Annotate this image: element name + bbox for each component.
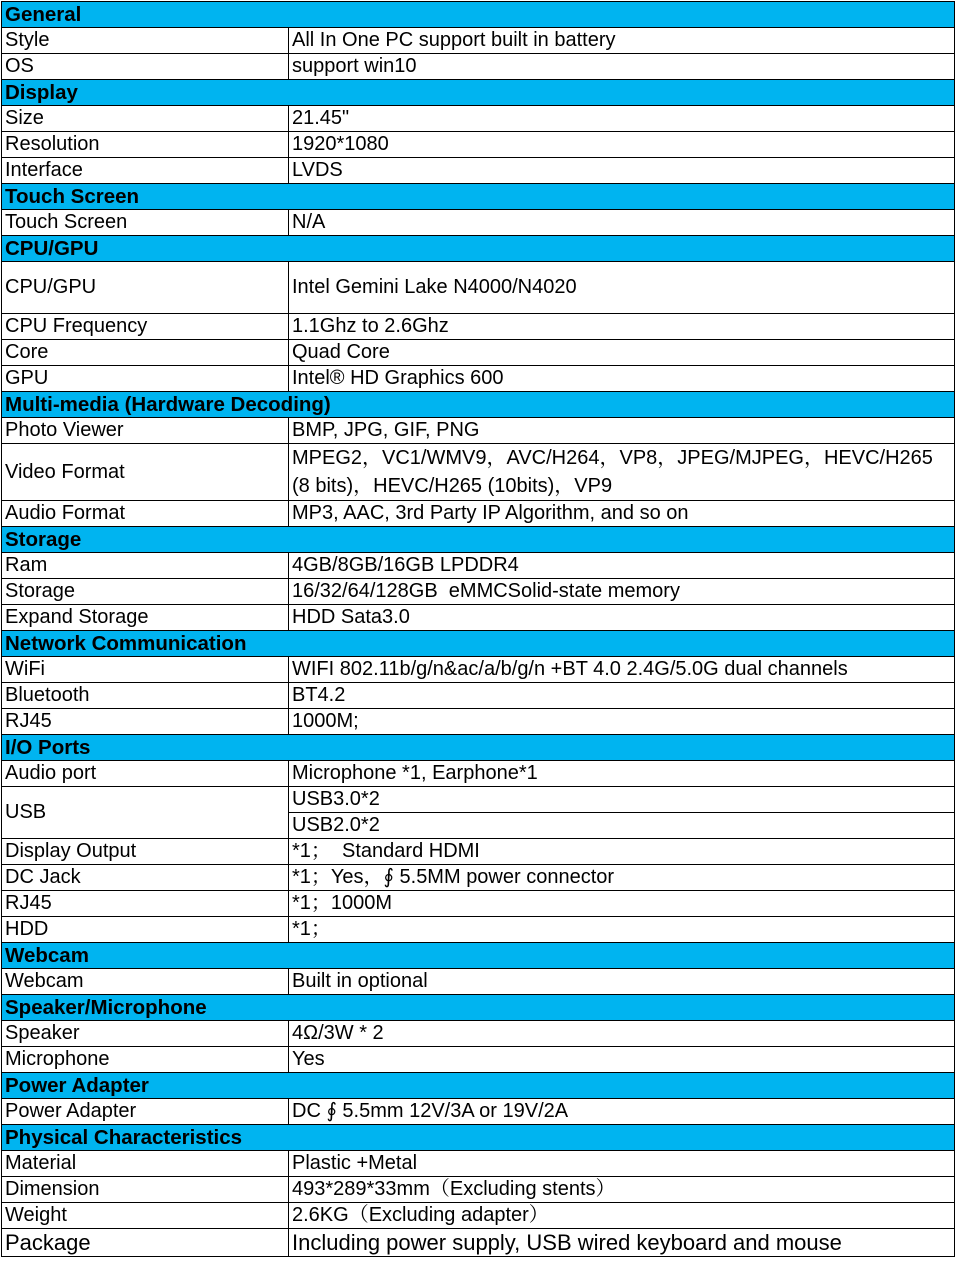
spec-label: Storage	[2, 579, 289, 605]
spec-label: Resolution	[2, 132, 289, 158]
spec-row-style	[2, 28, 955, 54]
spec-label: Webcam	[2, 969, 289, 995]
spec-value: BMP, JPG, GIF, PNG	[289, 418, 955, 444]
spec-value: *1；	[289, 917, 955, 943]
spec-row-ram	[2, 553, 955, 579]
spec-label: DC Jack	[2, 865, 289, 891]
spec-value: *1； Standard HDMI	[289, 839, 955, 865]
spec-label: CPU/GPU	[2, 262, 289, 314]
spec-row-package	[2, 1229, 955, 1257]
spec-label: OS	[2, 54, 289, 80]
spec-row-audio	[2, 501, 955, 527]
spec-value: 16/32/64/128GB eMMCSolid-state memory	[289, 579, 955, 605]
spec-label: Interface	[2, 158, 289, 184]
spec-value: 21.45"	[289, 106, 955, 132]
spec-row-rj45-io	[2, 891, 955, 917]
spec-value: MP3, AAC, 3rd Party IP Algorithm, and so on	[289, 501, 955, 527]
spec-label: USB	[2, 787, 289, 839]
spec-label: Video Format	[2, 444, 289, 501]
spec-value: BT4.2	[289, 683, 955, 709]
spec-label: Bluetooth	[2, 683, 289, 709]
spec-row-microphone	[2, 1047, 955, 1073]
spec-row-usb	[2, 787, 955, 813]
spec-value: HDD Sata3.0	[289, 605, 955, 631]
section-physical	[2, 1125, 955, 1151]
spec-label: RJ45	[2, 891, 289, 917]
spec-row-photo	[2, 418, 955, 444]
section-header: Display	[2, 80, 955, 106]
section-header: Network Communication	[2, 631, 955, 657]
spec-row-storage	[2, 579, 955, 605]
section-header: Power Adapter	[2, 1073, 955, 1099]
section-header: General	[2, 2, 955, 28]
section-media	[2, 392, 955, 418]
spec-row-interface	[2, 158, 955, 184]
spec-row-cpugpu	[2, 262, 955, 314]
spec-label: GPU	[2, 366, 289, 392]
spec-row-video	[2, 444, 955, 501]
spec-label: RJ45	[2, 709, 289, 735]
spec-value: All In One PC support built in battery	[289, 28, 955, 54]
spec-row-webcam	[2, 969, 955, 995]
spec-value: MPEG2，VC1/WMV9，AVC/H264，VP8，JPEG/MJPEG，HEVC/H265 (8 bits)，HEVC/H265 (10bits)，VP9	[289, 444, 955, 501]
spec-label: Speaker	[2, 1021, 289, 1047]
spec-value: *1；1000M	[289, 891, 955, 917]
spec-label: Ram	[2, 553, 289, 579]
spec-row-touch	[2, 210, 955, 236]
spec-value: Built in optional	[289, 969, 955, 995]
spec-value: 1000M;	[289, 709, 955, 735]
spec-value: LVDS	[289, 158, 955, 184]
spec-value: Intel® HD Graphics 600	[289, 366, 955, 392]
spec-value: support win10	[289, 54, 955, 80]
section-io	[2, 735, 955, 761]
spec-row-bluetooth	[2, 683, 955, 709]
spec-row-wifi	[2, 657, 955, 683]
spec-label: HDD	[2, 917, 289, 943]
spec-label: Audio Format	[2, 501, 289, 527]
spec-row-displayout	[2, 839, 955, 865]
spec-row-dcjack	[2, 865, 955, 891]
section-network	[2, 631, 955, 657]
spec-label: Style	[2, 28, 289, 54]
section-general	[2, 2, 955, 28]
spec-value: Quad Core	[289, 340, 955, 366]
section-header: Multi-media (Hardware Decoding)	[2, 392, 955, 418]
spec-row-speaker	[2, 1021, 955, 1047]
spec-value: 493*289*33mm（Excluding stents）	[289, 1177, 955, 1203]
spec-row-material	[2, 1151, 955, 1177]
spec-row-poweradapter	[2, 1099, 955, 1125]
spec-value: 4GB/8GB/16GB LPDDR4	[289, 553, 955, 579]
spec-value: 2.6KG（Excluding adapter）	[289, 1203, 955, 1229]
spec-value: USB3.0*2	[289, 787, 955, 813]
spec-value: *1；Yes，∮ 5.5MM power connector	[289, 865, 955, 891]
section-header: Webcam	[2, 943, 955, 969]
spec-row-resolution	[2, 132, 955, 158]
section-header: Physical Characteristics	[2, 1125, 955, 1151]
spec-value: Yes	[289, 1047, 955, 1073]
spec-label: Material	[2, 1151, 289, 1177]
section-header: CPU/GPU	[2, 236, 955, 262]
section-power	[2, 1073, 955, 1099]
spec-value: 4Ω/3W * 2	[289, 1021, 955, 1047]
spec-row-expand	[2, 605, 955, 631]
spec-row-dimension	[2, 1177, 955, 1203]
spec-value: DC ∮ 5.5mm 12V/3A or 19V/2A	[289, 1099, 955, 1125]
spec-label: Microphone	[2, 1047, 289, 1073]
spec-label: Core	[2, 340, 289, 366]
spec-label: WiFi	[2, 657, 289, 683]
spec-row-hdd	[2, 917, 955, 943]
spec-value: Microphone *1, Earphone*1	[289, 761, 955, 787]
spec-value: 1.1Ghz to 2.6Ghz	[289, 314, 955, 340]
spec-label: Touch Screen	[2, 210, 289, 236]
spec-value: WIFI 802.11b/g/n&ac/a/b/g/n +BT 4.0 2.4G/5.0G dual channels	[289, 657, 955, 683]
spec-value: 1920*1080	[289, 132, 955, 158]
spec-row-rj45-net	[2, 709, 955, 735]
section-header: Touch Screen	[2, 184, 955, 210]
section-webcam	[2, 943, 955, 969]
section-header: Speaker/Microphone	[2, 995, 955, 1021]
spec-label: Weight	[2, 1203, 289, 1229]
spec-label: Audio port	[2, 761, 289, 787]
spec-row-weight	[2, 1203, 955, 1229]
section-touch	[2, 184, 955, 210]
spec-label: Package	[2, 1229, 289, 1257]
spec-label: Power Adapter	[2, 1099, 289, 1125]
section-speaker	[2, 995, 955, 1021]
spec-value: Plastic +Metal	[289, 1151, 955, 1177]
spec-value: Intel Gemini Lake N4000/N4020	[289, 262, 955, 314]
section-cpu	[2, 236, 955, 262]
section-header: Storage	[2, 527, 955, 553]
spec-label: CPU Frequency	[2, 314, 289, 340]
spec-row-cpufreq	[2, 314, 955, 340]
spec-row-gpu	[2, 366, 955, 392]
spec-value: Including power supply, USB wired keyboard and mouse	[289, 1229, 955, 1257]
spec-row-audioport	[2, 761, 955, 787]
spec-table	[1, 1, 955, 1257]
spec-value: USB2.0*2	[289, 813, 955, 839]
section-storage	[2, 527, 955, 553]
spec-label: Size	[2, 106, 289, 132]
spec-value: N/A	[289, 210, 955, 236]
spec-label: Expand Storage	[2, 605, 289, 631]
section-display	[2, 80, 955, 106]
spec-label: Photo Viewer	[2, 418, 289, 444]
section-header: I/O Ports	[2, 735, 955, 761]
spec-row-core	[2, 340, 955, 366]
spec-label: Display Output	[2, 839, 289, 865]
spec-label: Dimension	[2, 1177, 289, 1203]
spec-row-size	[2, 106, 955, 132]
spec-row-os	[2, 54, 955, 80]
